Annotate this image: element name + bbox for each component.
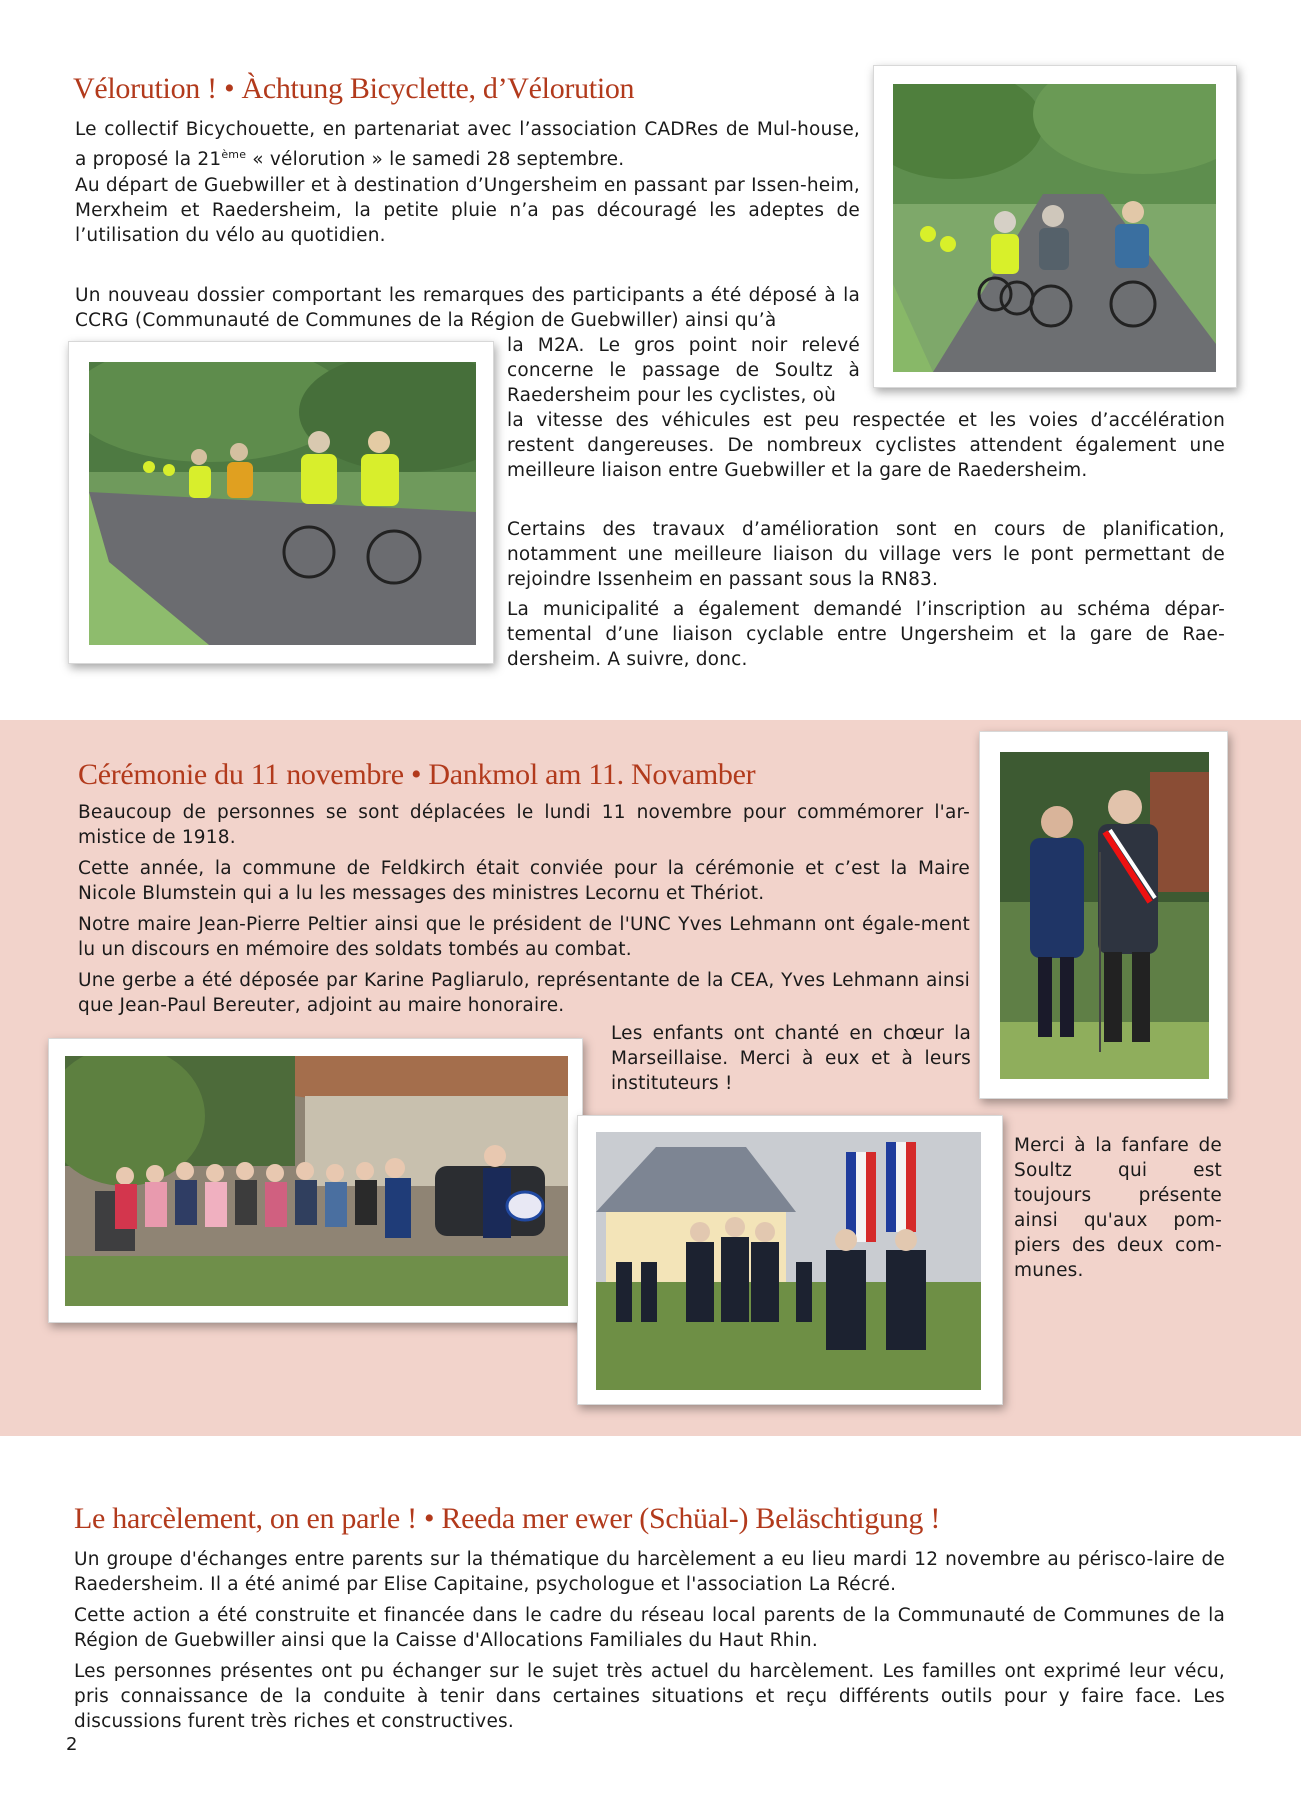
page-number: 2 <box>66 1734 78 1755</box>
velorution-paragraph-4: Certains des travaux d’amélioration sont en cours de planification, notamment une meilleure liaison du village vers le pont permettant de rejoindre Issenheim en passant sous la RN83. <box>507 519 1225 590</box>
ceremony-title: Cérémonie du 11 novembre • Dankmol am 11. Novamber <box>78 758 756 791</box>
harassment-paragraph-3: Les personnes présentes ont pu échanger sur le sujet très actuel du harcèlement. Les familles ont exprimé leur vécu, pris connaissance de la conduite à tenir dans certaines situations et reçu différents outils pour y faire face. Les discussions furent très riches et constructives. <box>74 1661 1225 1732</box>
ceremony-paragraph-6: Merci à la fanfare de Soultz qui est toujours présente ainsi qu'aux pom-piers des deux com-munes. <box>1014 1135 1222 1281</box>
cyclists-group-image <box>89 362 476 645</box>
ceremony-paragraph-4: Une gerbe a été déposée par Karine Pagliarulo, représentante de la CEA, Yves Lehmann ainsi que Jean-Paul Bereuter, adjoint au maire honoraire. <box>78 970 970 1016</box>
children-image <box>65 1056 568 1306</box>
harassment-paragraph-1: Un groupe d'échanges entre parents sur la thématique du harcèlement a eu lieu mardi 12 novembre au périsco-laire de Raedersheim. Il a été animé par Elise Capitaine, psychologue et l'association La Récré. <box>74 1549 1225 1595</box>
velorution-paragraph-3a: Un nouveau dossier comportant les remarques des participants a été déposé à la CCRG (Communauté de Communes de la Région de Guebwiller) ainsi qu’à <box>75 285 860 331</box>
velorution-title: Vélorution ! • Àchtung Bicyclette, d’Vélorution <box>73 72 635 105</box>
harassment-paragraph-2: Cette action a été construite et financée dans le cadre du réseau local parents de la Communauté de Communes de la Région de Guebwiller ainsi que la Caisse d'Allocations Familiales du Haut Rhin. <box>74 1605 1225 1651</box>
ceremony-paragraph-1: Beaucoup de personnes se sont déplacées le lundi 11 novembre pour commémorer l'ar-mistice de 1918. <box>78 802 970 848</box>
ceremony-paragraph-5: Les enfants ont chanté en chœur la Marseillaise. Merci à eux et à leurs instituteurs ! <box>611 1023 971 1094</box>
ceremony-flags-photo <box>577 1115 1003 1405</box>
cyclists-image <box>893 84 1216 372</box>
cyclists-photo-left <box>68 341 494 664</box>
velorution-paragraph-5: La municipalité a également demandé l’inscription au schéma dépar-temental d’une liaison cyclable entre Ungersheim et la gare de Rae-dersheim. A suivre, donc. <box>507 599 1225 670</box>
children-choir-photo <box>48 1038 583 1323</box>
velorution-paragraph-3c: la vitesse des véhicules est peu respectée et les voies d’accélération restent dangereuses. De nombreux cyclistes attendent également une meilleure liaison entre Guebwiller et la gare de Raedersheim. <box>507 410 1225 481</box>
velorution-p1-start: Le collectif Bicychouette, en partenariat avec l’association CADRes de Mul-house, a proposé la 21 <box>75 119 860 171</box>
velorution-paragraph-2: Au départ de Guebwiller et à destination d’Ungersheim en passant par Issen-heim, Merxheim et Raedersheim, la petite pluie n’a pas découragé les adeptes de l’utilisation du vélo au quotidien. <box>75 175 860 246</box>
cyclists-photo-right <box>873 65 1237 388</box>
velorution-p1-end: « vélorution » le samedi 28 septembre. <box>246 149 625 171</box>
mayors-image <box>1000 752 1209 1079</box>
mayors-speech-photo <box>979 731 1228 1099</box>
velorution-paragraph-1 <box>75 117 860 172</box>
velorution-p1-sup: ème <box>221 148 247 161</box>
velorution-paragraph-3b: la M2A. Le gros point noir relevé concerne le passage de Soultz à Raedersheim pour les cyclistes, où <box>507 335 860 406</box>
harassment-title: Le harcèlement, on en parle ! • Reeda mer ewer (Schüal-) Beläschtigung ! <box>74 1502 941 1535</box>
ceremony-paragraph-3: Notre maire Jean-Pierre Peltier ainsi que le président de l'UNC Yves Lehmann ont égale-ment lu un discours en mémoire des soldats tombés au combat. <box>78 914 970 960</box>
ceremony-paragraph-2: Cette année, la commune de Feldkirch était conviée pour la cérémonie et c’est la Maire Nicole Blumstein qui a lu les messages des ministres Lecornu et Thériot. <box>78 858 970 904</box>
flags-image <box>596 1132 981 1390</box>
